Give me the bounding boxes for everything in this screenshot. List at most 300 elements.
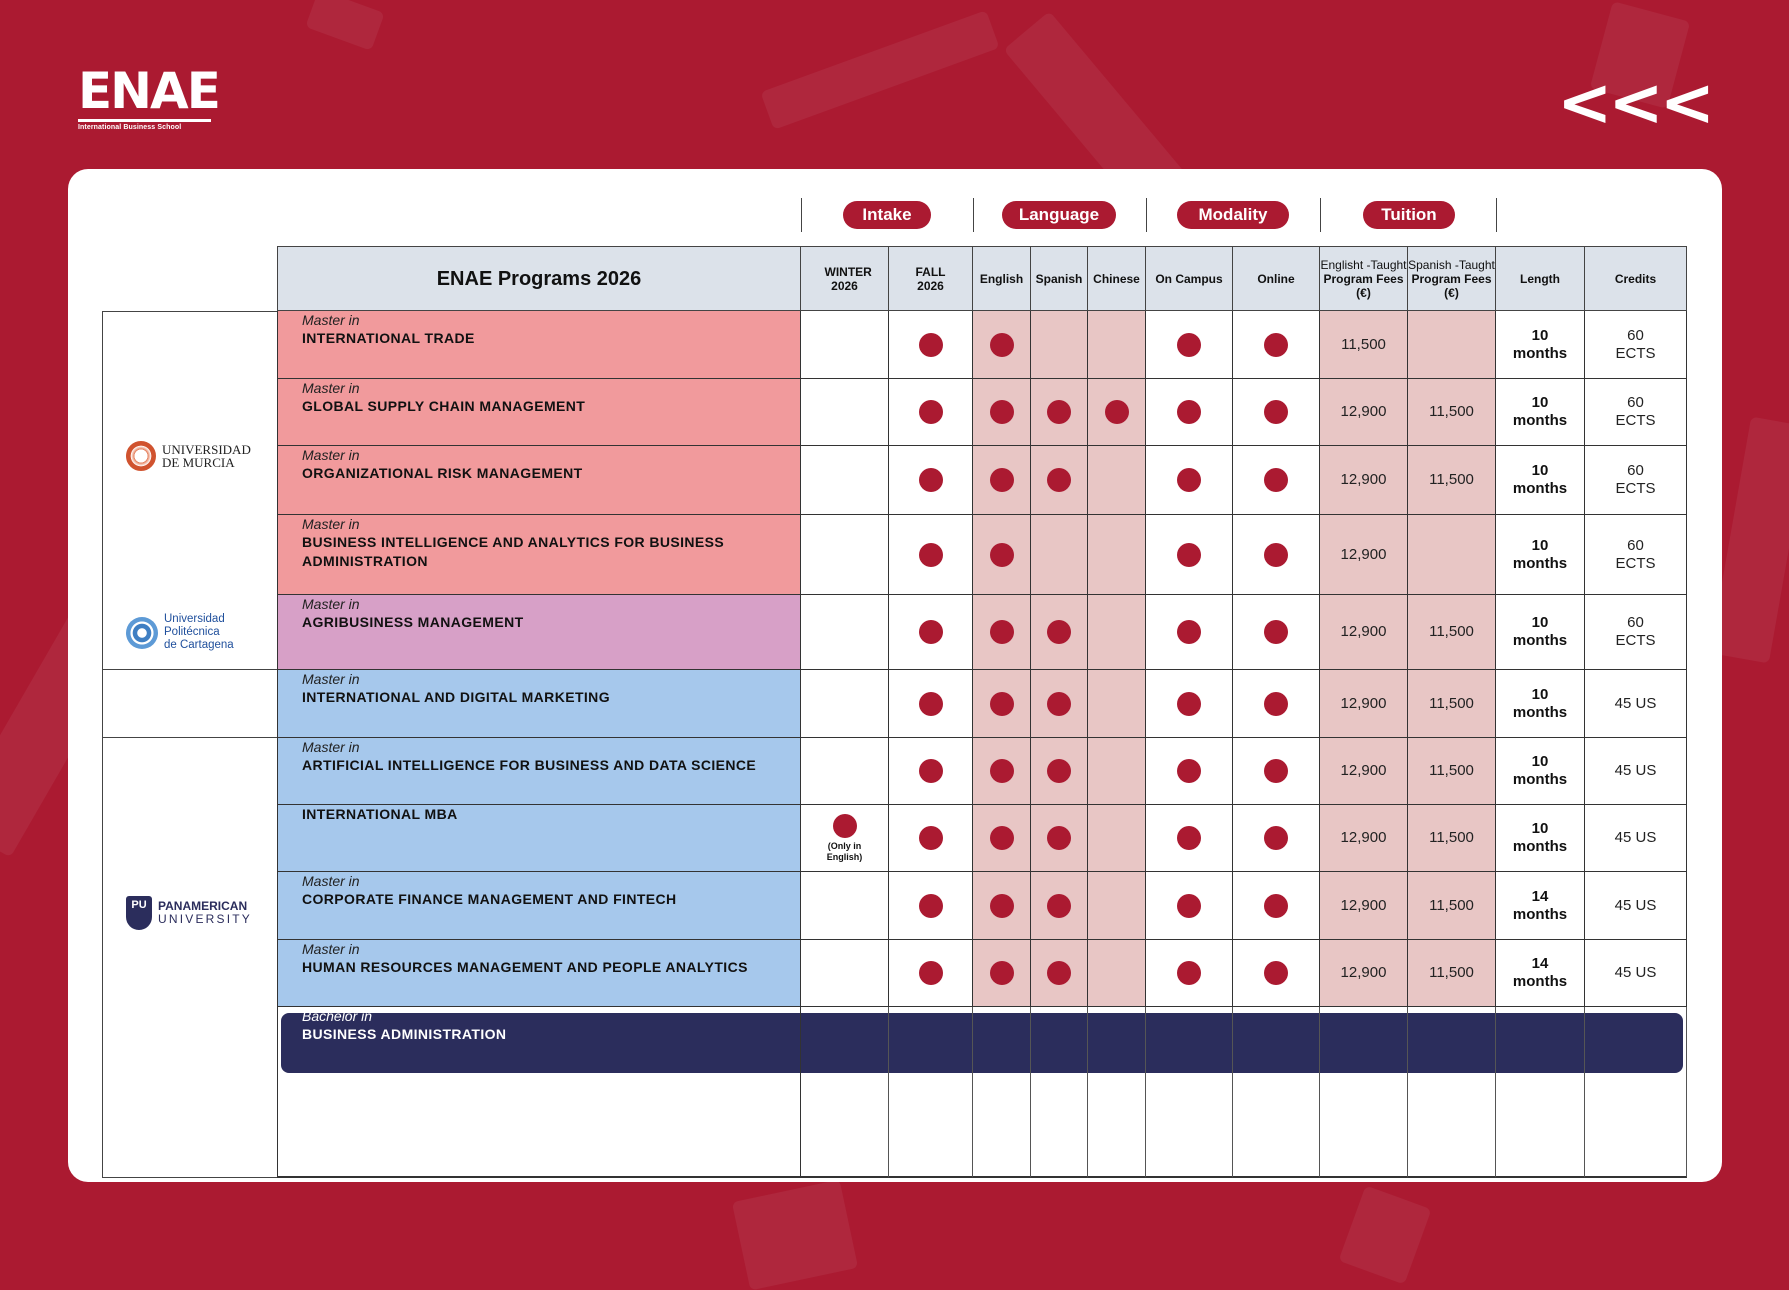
column-header-label: On Campus [1155,271,1223,286]
availability-dot-icon [990,894,1014,918]
fee-value: 11,500 [1429,964,1474,981]
availability-wrap [1177,620,1201,644]
logo-wordmark: ENAE [78,62,219,120]
length-number: 10 [1531,394,1549,411]
row-3-spanish [1031,515,1088,595]
availability-dot-icon [1177,759,1201,783]
row-1-english [973,379,1031,446]
panamerican-logo[interactable] [126,896,252,930]
availability-dot-icon [990,400,1014,424]
background-shape [1338,1185,1431,1284]
fee-value-wrap [1341,762,1387,780]
availability-dot-icon [1047,400,1071,424]
availability-dot-icon [1264,1080,1288,1104]
row-6-winter [801,738,889,805]
availability-dot-icon [833,1080,857,1104]
fee-value: 11,500 [1429,762,1474,779]
availability-dot-icon [1177,961,1201,985]
availability-wrap [990,961,1014,985]
fee-value: 11,500 [1429,403,1474,420]
availability-wrap [1177,826,1201,850]
availability-dot-icon [990,620,1014,644]
program-name-cell [277,670,801,738]
program-name-cell [277,805,801,872]
fee-value: 11,500 [1429,694,1474,712]
column-header-length [1496,246,1585,311]
group-separator [1496,198,1497,232]
fee-value-wrap [1429,762,1474,780]
column-header-campus [1146,246,1233,311]
length-wrap [1513,462,1567,498]
panamerican-name-line2: UNIVERSITY [158,912,253,926]
program-title: INTERNATIONAL MBA [302,806,458,822]
row-2-fee_es [1408,446,1496,515]
length-unit: months [1512,412,1568,429]
column-header-label: Spanish [1035,271,1083,286]
length-number: 10 [1531,614,1549,631]
availability-dot-icon [919,620,943,644]
availability-wrap [990,543,1014,567]
row-4-english [973,595,1031,670]
program-name-cell [277,1007,801,1178]
program-name-cell [277,379,801,446]
availability-wrap [1177,692,1201,716]
length-number: 32 [1531,1073,1549,1091]
row-6-chinese [1088,738,1146,805]
availability-wrap [1177,468,1201,492]
availability-dot-icon [1264,961,1288,985]
availability-dot-icon [1105,400,1129,424]
murcia-name-line1: UNIVERSIDAD [162,442,251,457]
availability-dot-icon [1264,759,1288,783]
row-3-winter [801,515,889,595]
availability-wrap [1177,961,1201,985]
availability-wrap [990,468,1014,492]
credits-value: 120 US [1610,1082,1661,1100]
row-6-spanish [1031,738,1088,805]
row-4-credits [1585,595,1687,670]
length-number: 10 [1531,462,1549,479]
fee-value: 12,900 [1340,762,1387,779]
enae-logo[interactable] [78,62,219,131]
program-name-cell [277,940,801,1007]
row-2-english [973,446,1031,515]
credits-value: 45 US [1614,829,1657,846]
program-name-cell [277,738,801,805]
row-1-spanish [1031,379,1088,446]
row-2-spanish [1031,446,1088,515]
availability-wrap [1264,620,1288,644]
length-wrap [1513,955,1567,991]
row-7-length [1496,805,1585,872]
upct-emblem-icon [126,617,158,649]
column-header-label: English [979,271,1024,286]
availability-dot-icon [1177,400,1201,424]
row-1-length [1496,379,1585,446]
row-3-campus [1146,515,1233,595]
availability-wrap [990,1080,1014,1104]
background-shape [760,10,999,130]
row-5-english [973,670,1031,738]
availability-dot-icon [1177,468,1201,492]
row-2-length [1496,446,1585,515]
availability-wrap [919,894,943,918]
column-header-credits [1585,246,1687,311]
fee-value-wrap [1341,403,1387,421]
availability-wrap [1264,894,1288,918]
fee-value-wrap [1429,829,1474,847]
row-5-winter [801,670,889,738]
program-degree-type: Master in [302,447,360,463]
availability-wrap [990,692,1014,716]
program-degree-type: Master in [302,516,360,532]
program-title: GLOBAL SUPPLY CHAIN MANAGEMENT [302,398,586,414]
group-separator [1146,198,1147,232]
row-1-fee_en [1320,379,1408,446]
row-7-online [1233,805,1320,872]
length-unit: months [1512,838,1568,855]
availability-dot-icon [990,543,1014,567]
fee-value: 12,900 [1340,471,1387,488]
fee-value: 11,500 [1429,623,1474,640]
availability-wrap [1264,692,1288,716]
column-header-name [277,246,801,311]
availability-wrap [1177,894,1201,918]
row-2-campus [1146,446,1233,515]
row-1-chinese [1088,379,1146,446]
row-6-online [1233,738,1320,805]
credits-value: 60 [1627,326,1644,344]
row-0-fall [889,311,973,379]
length-unit: months [1512,973,1568,990]
length-unit: months [1512,771,1568,788]
availability-wrap [1177,1080,1201,1104]
availability-wrap [833,1080,857,1104]
upct-name-line1: Universidad [164,613,225,625]
row-6-credits [1585,738,1687,805]
length-number: 14 [1531,955,1549,972]
fee-value: 11,500 [1341,335,1386,353]
language-group-label: Language [1002,201,1116,229]
credits-unit: ECTS [1615,632,1656,649]
row-10-campus [1146,1007,1233,1178]
universidad-murcia-logo[interactable] [126,441,251,471]
availability-wrap [919,759,943,783]
availability-wrap [1264,400,1288,424]
row-4-winter [801,595,889,670]
availability-wrap [919,826,943,850]
row-3-english [973,515,1031,595]
availability-dot-icon [1264,692,1288,716]
row-9-credits [1585,940,1687,1007]
column-header-chinese [1088,246,1146,311]
program-degree-type: Master in [302,596,360,612]
availability-wrap [1047,759,1071,783]
availability-wrap [1264,468,1288,492]
row-1-online [1233,379,1320,446]
fee-value-wrap [1429,623,1474,641]
modality-group-label: Modality [1177,201,1289,229]
column-header-spanish [1031,246,1088,311]
row-4-fall [889,595,973,670]
logo-subtitle: International Business School [78,119,211,131]
length-wrap [1513,1074,1567,1110]
fee-value-wrap [1341,964,1387,982]
availability-wrap [1264,543,1288,567]
row-8-fee_es [1408,872,1496,940]
availability-dot-icon [1047,826,1071,850]
winter-note-line2: English) [826,851,863,862]
table-title: ENAE Programs 2026 [436,267,642,290]
program-degree-type: Bachelor in [302,1008,373,1024]
row-10-english [973,1007,1031,1178]
program-title: ARTIFICIAL INTELLIGENCE FOR BUSINESS AND DATA SCIENCE [302,757,757,773]
availability-wrap [990,400,1014,424]
row-7-fee_en [1320,805,1408,872]
availability-dot-icon [1047,961,1071,985]
length-unit: months [1512,344,1568,362]
credits-unit: ECTS [1615,344,1656,362]
row-10-fee_es [1408,1007,1496,1178]
length-number: 10 [1531,536,1549,554]
availability-wrap [919,1080,943,1104]
availability-wrap [1047,468,1071,492]
fee-value-wrap [1341,471,1387,489]
row-2-fee_en [1320,446,1408,515]
programs-card [68,169,1722,1182]
credits-value: 60 [1627,462,1644,479]
upct-name [164,613,234,652]
row-3-length [1496,515,1585,595]
credits-unit: ECTS [1615,412,1656,429]
program-name-cell [277,595,801,670]
length-unit: months [1512,1091,1568,1109]
availability-wrap [1264,826,1288,850]
availability-dot-icon [833,814,857,838]
availability-dot-icon [1264,333,1288,357]
row-4-length [1496,595,1585,670]
credits-value: 60 [1627,394,1644,411]
availability-wrap [1047,826,1071,850]
fee-value: 10,900 [1327,1082,1374,1100]
row-3-credits [1585,515,1687,595]
availability-dot-icon [1264,468,1288,492]
availability-dot-icon [919,1080,943,1104]
group-separator [801,198,802,232]
row-0-credits [1585,311,1687,379]
availability-dot-icon [919,826,943,850]
credits-value: 45 US [1614,694,1657,712]
column-header-english [973,246,1031,311]
row-2-winter [801,446,889,515]
length-wrap [1513,820,1567,856]
row-6-fall [889,738,973,805]
row-2-chinese [1088,446,1146,515]
fee-header-line2: Program Fees (€) [1323,271,1404,300]
row-5-spanish [1031,670,1088,738]
credits-value: 45 US [1614,762,1657,779]
row-3-fee_es [1408,515,1496,595]
credits-unit: ECTS [1615,480,1656,497]
column-header-fee_en [1320,246,1408,311]
fee-value: 12,900 [1340,829,1387,846]
availability-wrap [919,400,943,424]
availability-dot-icon [1177,1080,1201,1104]
column-header-label: Credits [1614,271,1657,286]
availability-wrap [919,961,943,985]
row-7-campus [1146,805,1233,872]
fee-header-line2: Program Fees (€) [1411,271,1492,300]
program-title: BUSINESS ADMINISTRATION [302,1026,507,1042]
availability-dot-icon [1177,894,1201,918]
row-7-spanish [1031,805,1088,872]
availability-dot-icon [919,400,943,424]
upct-name-line3: de Cartagena [164,639,234,651]
availability-dot-icon [1177,333,1201,357]
fee-value-wrap [1429,695,1474,713]
availability-wrap [1264,1080,1288,1104]
row-2-online [1233,446,1320,515]
row-5-online [1233,670,1320,738]
availability-wrap [919,692,943,716]
availability-wrap [919,543,943,567]
program-degree-type: Master in [302,739,360,755]
fee-value: 12,900 [1340,545,1387,563]
row-8-fall [889,872,973,940]
availability-wrap [1047,894,1071,918]
availability-wrap [1177,759,1201,783]
row-10-chinese [1088,1007,1146,1178]
row-8-english [973,872,1031,940]
row-4-online [1233,595,1320,670]
availability-wrap [919,468,943,492]
row-0-length [1496,311,1585,379]
fee-value: 12,900 [1340,964,1387,981]
row-8-online [1233,872,1320,940]
fee-header-line1: Englisht -Taught [1320,257,1407,272]
background-shape [305,0,384,51]
row-10-fee_en [1320,1007,1408,1178]
row-7-fall [889,805,973,872]
row-0-chinese [1088,311,1146,379]
availability-wrap [1047,692,1071,716]
row-3-fall [889,515,973,595]
row-1-fall [889,379,973,446]
row-8-spanish [1031,872,1088,940]
credits-wrap [1615,964,1657,982]
fee-value-wrap [1341,829,1387,847]
availability-dot-icon [919,894,943,918]
row-3-chinese [1088,515,1146,595]
availability-dot-icon [1264,826,1288,850]
panamerican-name [158,900,252,926]
row-7-credits [1585,805,1687,872]
row-8-chinese [1088,872,1146,940]
row-3-fee_en [1320,515,1408,595]
university-cell [102,670,277,738]
row-8-campus [1146,872,1233,940]
row-7-english [973,805,1031,872]
credits-value: 60 [1627,614,1644,631]
availability-dot-icon [1177,692,1201,716]
length-unit: months [1512,632,1568,649]
column-header-online [1233,246,1320,311]
row-9-online [1233,940,1320,1007]
row-1-credits [1585,379,1687,446]
availability-wrap [1047,961,1071,985]
length-unit: months [1512,554,1568,572]
availability-wrap [990,894,1014,918]
row-6-english [973,738,1031,805]
row-5-fall [889,670,973,738]
credits-wrap [1615,394,1655,430]
row-9-winter [801,940,889,1007]
row-5-campus [1146,670,1233,738]
credits-unit: ECTS [1615,554,1656,572]
availability-dot-icon [1047,620,1071,644]
fee-value: 12,900 [1340,694,1387,712]
availability-dot-icon [990,1080,1014,1104]
program-degree-type: Master in [302,941,360,957]
fee-value-wrap [1429,471,1474,489]
availability-wrap [1177,543,1201,567]
availability-dot-icon [990,692,1014,716]
row-6-length [1496,738,1585,805]
credits-wrap [1615,327,1655,363]
length-wrap [1513,394,1567,430]
program-title: AGRIBUSINESS MANAGEMENT [302,614,524,630]
length-number: 10 [1531,685,1549,703]
fee-value: 12,900 [1340,403,1387,420]
fee-value-wrap [1429,964,1474,982]
program-title: BUSINESS INTELLIGENCE AND ANALYTICS FOR BUSINESS [302,534,725,550]
availability-wrap [990,620,1014,644]
row-9-spanish [1031,940,1088,1007]
column-header-fee_es [1408,246,1496,311]
row-2-fall [889,446,973,515]
fee-value-wrap [1341,623,1387,641]
back-arrows-icon[interactable]: <<< [1557,64,1711,141]
length-unit: months [1512,703,1568,721]
upct-logo[interactable] [126,613,234,652]
row-4-spanish [1031,595,1088,670]
availability-dot-icon [919,759,943,783]
program-title: CORPORATE FINANCE MANAGEMENT AND FINTECH [302,891,677,907]
winter-note-line1: (Only in [827,840,862,851]
row-2-credits [1585,446,1687,515]
row-8-credits [1585,872,1687,940]
program-degree-type: Master in [302,312,360,328]
fee-header-text [1320,258,1407,300]
tuition-group-label: Tuition [1363,201,1455,229]
panamerican-name-line1: PANAMERICAN [158,899,248,913]
availability-wrap [919,333,943,357]
row-0-winter [801,311,889,379]
availability-wrap [1047,620,1071,644]
availability-wrap [1177,400,1201,424]
column-header-label: FALL 2026 [915,264,946,293]
murcia-name-line2: DE MURCIA [162,455,235,470]
length-wrap [1513,537,1567,573]
availability-dot-icon [1264,400,1288,424]
credits-wrap [1615,614,1655,650]
murcia-name [162,443,251,469]
column-header-label: WINTER 2026 [824,264,872,293]
length-number: 10 [1531,820,1549,837]
intake-group-label: Intake [843,201,931,229]
length-wrap [1513,753,1567,789]
credits-value: 60 [1627,536,1644,554]
